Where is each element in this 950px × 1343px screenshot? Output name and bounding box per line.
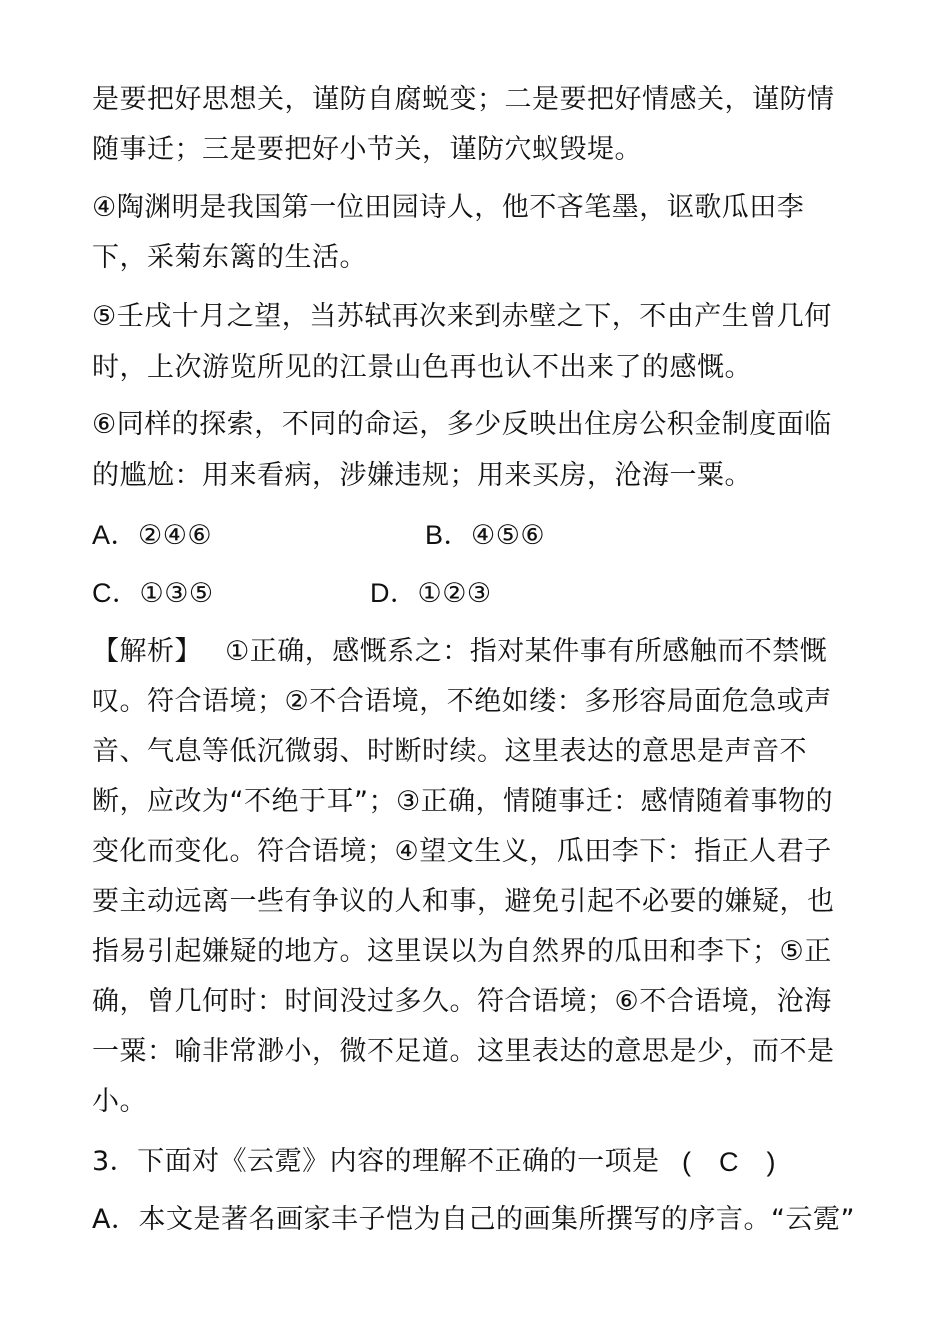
- passage-line: ⑥同样的探索，不同的命运，多少反映出住房公积金制度面临: [92, 409, 832, 440]
- analysis-line: 确，曾几何时：时间没过多久。符合语境；⑥不合语境，沧海: [92, 986, 832, 1017]
- option-d-value: ①②③: [417, 578, 492, 609]
- option-d-label: D．: [370, 578, 418, 608]
- analysis-line: 断，应改为“不绝于耳”；③正确，情随事迁：感情随着事物的: [92, 786, 834, 817]
- option-b-value: ④⑤⑥: [471, 520, 546, 551]
- question-3-stem: 3．下面对《云霓》内容的理解不正确的一项是: [92, 1146, 660, 1177]
- option-d: [370, 576, 492, 611]
- analysis-line: 【解析】 ①正确，感慨系之：指对某件事有所感触而不禁慨: [92, 636, 828, 667]
- analysis-line: 要主动远离一些有争议的人和事，避免引起不必要的嫌疑，也: [92, 886, 835, 917]
- analysis-line: 小。: [92, 1086, 147, 1117]
- analysis-line: 叹。符合语境；②不合语境，不绝如缕：多形容局面危急或声: [92, 686, 832, 717]
- passage-line: 时，上次游览所见的江景山色再也认不出来了的感慨。: [92, 352, 752, 383]
- analysis-line: 指易引起嫌疑的地方。这里误以为自然界的瓜田和李下；⑤正: [92, 936, 832, 967]
- analysis-line: 音、气息等低沉微弱、时断时续。这里表达的意思是声音不: [92, 736, 807, 767]
- option-b-label: B．: [425, 520, 472, 550]
- question-3-answer: ( C ): [682, 1147, 776, 1177]
- option-a-label: A．: [92, 520, 139, 550]
- passage-line: 是要把好思想关，谨防自腐蜕变；二是要把好情感关，谨防情: [92, 84, 835, 115]
- passage-line: ④陶渊明是我国第一位田园诗人，他不吝笔墨，讴歌瓜田李: [92, 192, 805, 223]
- passage-line: 下，采菊东篱的生活。: [92, 242, 367, 273]
- option-b: [425, 518, 545, 553]
- passage-line: ⑤壬戌十月之望，当苏轼再次来到赤壁之下，不由产生曾几何: [92, 301, 832, 332]
- passage-line: 的尴尬：用来看病，涉嫌违规；用来买房，沧海一粟。: [92, 460, 752, 491]
- question-3-option-a: A．本文是著名画家丰子恺为自己的画集所撰写的序言。“云霓”: [92, 1204, 855, 1235]
- analysis-line: 一粟：喻非常渺小，微不足道。这里表达的意思是少，而不是: [92, 1036, 835, 1067]
- analysis-line: 变化而变化。符合语境；④望文生义，瓜田李下：指正人君子: [92, 836, 832, 867]
- option-c-value: ①③⑤: [139, 578, 214, 609]
- option-c: [92, 576, 214, 611]
- option-a-value: ②④⑥: [138, 520, 213, 551]
- option-a: [92, 518, 212, 553]
- option-c-label: C．: [92, 578, 140, 608]
- passage-line: 随事迁；三是要把好小节关，谨防穴蚁毁堤。: [92, 134, 642, 165]
